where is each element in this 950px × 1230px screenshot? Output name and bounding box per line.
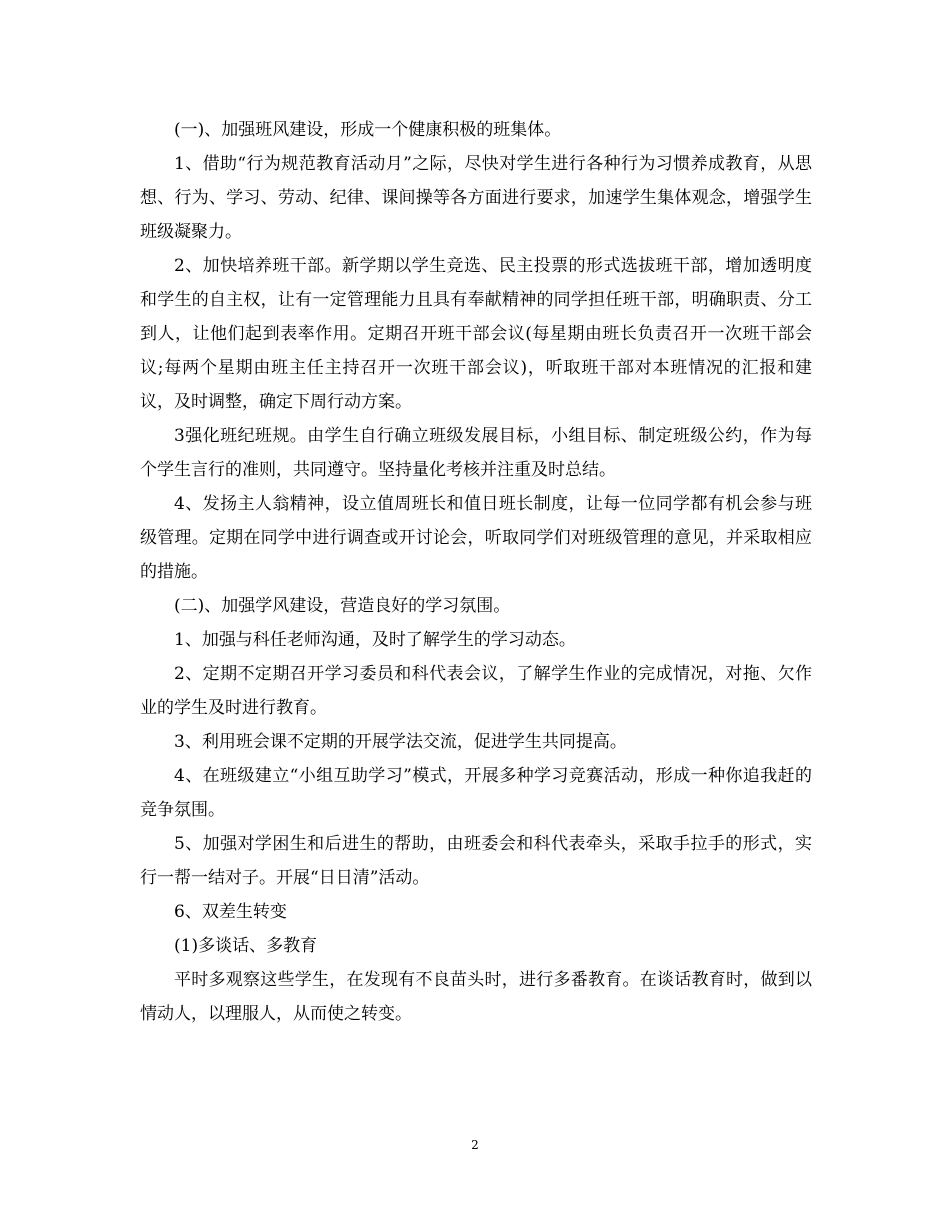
paragraph-teacher-communication: 1、加强与科任老师沟通，及时了解学生的学习动态。: [174, 630, 576, 650]
subheading-talk-and-educate: (1)多谈话、多教育: [174, 936, 318, 956]
paragraph-ownership-spirit: 4、发扬主人翁精神，设立值周班长和值日班长制度，让每一位同学都有机会参与班级管理。定期在同学中进行调查或开讨论会，听取同学们对班级管理的意见，并采取相应的措施。: [140, 494, 812, 582]
paragraph-study-committee-meeting: 2、定期不定期召开学习委员和科代表会议，了解学生作业的完成情况，对拖、欠作业的学生及时进行教育。: [140, 664, 812, 718]
page-number: 2: [471, 1138, 479, 1152]
paragraph-class-rules: 3强化班纪班规。由学生自行确立班级发展目标，小组目标、制定班级公约，作为每个学生言行的准则，共同遵守。坚持量化考核并注重及时总结。: [140, 426, 812, 480]
paragraph-observe-students: 平时多观察这些学生，在发现有不良苗头时，进行多番教育。在谈话教育时，做到以情动人，以理服人，从而使之转变。: [140, 970, 812, 1024]
section-heading-class-style: (一)、加强班风建设，形成一个健康积极的班集体。: [174, 120, 562, 140]
paragraph-group-mutual-learning: 4、在班级建立“小组互助学习”模式，开展多种学习竞赛活动，形成一种你追我赶的竞争氛围。: [140, 766, 812, 820]
paragraph-study-method-exchange: 3、利用班会课不定期的开展学法交流，促进学生共同提高。: [174, 732, 627, 752]
section-heading-study-style: (二)、加强学风建设，营造良好的学习氛围。: [174, 596, 511, 616]
paragraph-class-cadres: 2、加快培养班干部。新学期以学生竞选、民主投票的形式选拔班干部，增加透明度和学生的自主权，让有一定管理能力且具有奉献精神的同学担任班干部，明确职责、分工到人，让他们起到表率作用。定期召开班干部会议(每星期由班长负责召开一次班干部会议;每两个星期由班主任主持召开一次班干部会议)，听取班干部对本班情况的汇报和建议，及时调整，确定下周行动方案。: [140, 256, 812, 412]
document-body: [140, 113, 812, 1031]
paragraph-double-poor-students: 6、双差生转变: [174, 902, 287, 922]
paragraph-behavior-education: 1、借助“行为规范教育活动月”之际，尽快对学生进行各种行为习惯养成教育，从思想、行为、学习、劳动、纪律、课间操等各方面进行要求，加速学生集体观念，增强学生班级凝聚力。: [140, 154, 812, 242]
paragraph-help-struggling-students: 5、加强对学困生和后进生的帮助，由班委会和科代表牵头，采取手拉手的形式，实行一帮一结对子。开展“日日清”活动。: [140, 834, 812, 888]
